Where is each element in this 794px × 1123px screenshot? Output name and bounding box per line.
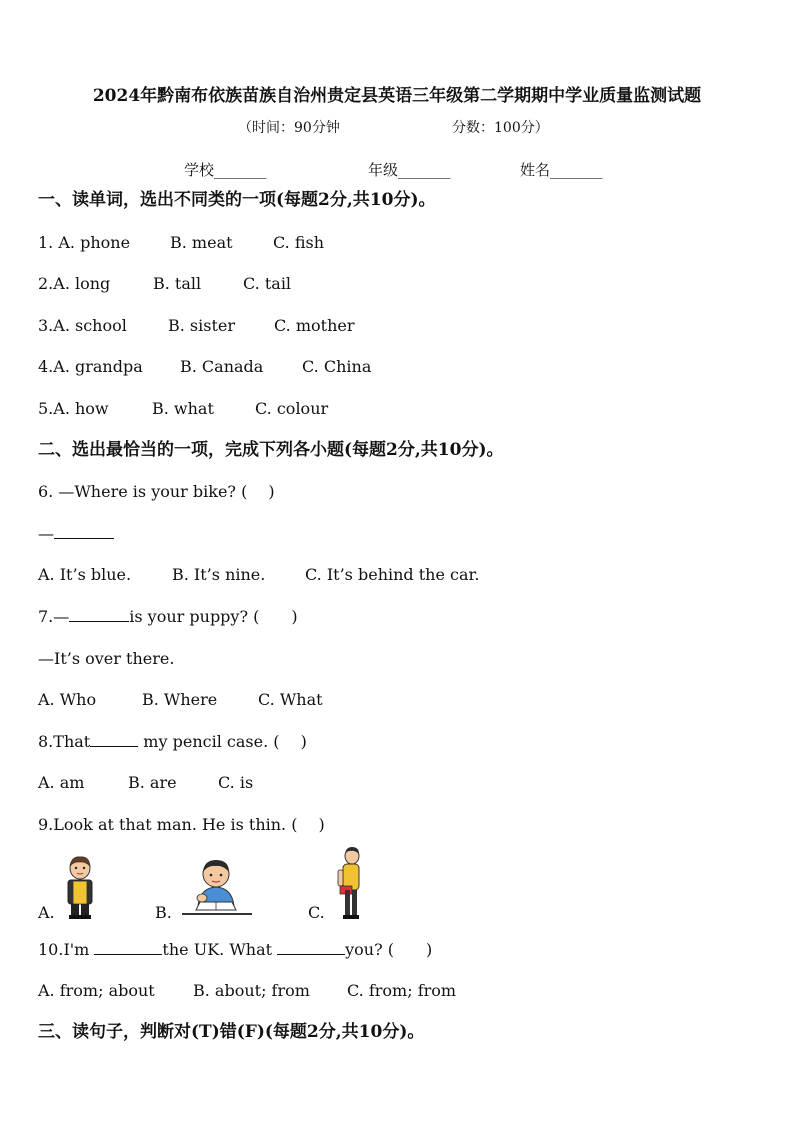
question-7-option-a: A. Who: [38, 690, 97, 709]
question-5-option-b: B. what: [152, 399, 214, 418]
question-1-option-b: B. meat: [170, 233, 233, 252]
question-8-option-b: B. are: [128, 773, 177, 792]
question-10-middle: the UK. What: [162, 940, 278, 959]
question-9-option-c: C.: [308, 903, 325, 922]
question-10-blank-2: [277, 940, 345, 955]
name-field: 姓名_______: [520, 161, 603, 179]
question-2-option-b: B. tall: [153, 274, 202, 293]
question-5-option-a: 5.A. how: [38, 399, 109, 418]
question-4-option-b: B. Canada: [180, 357, 264, 376]
question-2-option-a: 2.A. long: [38, 274, 111, 293]
question-8-stem: [38, 732, 307, 752]
question-9-stem: 9.Look at that man. He is thin. ( ): [38, 815, 325, 834]
question-7-blank: [69, 607, 129, 622]
question-7-option-b: B. Where: [142, 690, 218, 709]
question-8-suffix: my pencil case. ( ): [138, 732, 307, 751]
question-6-option-b: B. It’s nine.: [172, 565, 266, 584]
boy-in-vest-picture: [60, 854, 100, 920]
boy-reading-picture: [180, 856, 254, 920]
exam-title: 2024年黔南布依族苗族自治州贵定县英语三年级第二学期期中学业质量监测试题: [92, 86, 702, 106]
thin-man-picture: [332, 846, 368, 922]
question-9-option-b: B.: [155, 903, 172, 922]
question-10-option-a: A. from; about: [38, 981, 155, 1000]
question-6-option-a: A. It’s blue.: [38, 565, 132, 584]
exam-time: （时间：90分钟: [238, 120, 340, 136]
question-10-blank-1: [94, 940, 162, 955]
question-6-option-c: C. It’s behind the car.: [305, 565, 480, 584]
exam-score: 分数：100分）: [452, 120, 549, 136]
question-5-option-c: C. colour: [255, 399, 329, 418]
question-7-option-c: C. What: [258, 690, 323, 709]
question-8-blank: [90, 732, 138, 747]
question-10-stem: [38, 940, 432, 960]
section-2-heading: 二、选出最恰当的一项，完成下列各小题(每题2分,共10分)。: [38, 440, 504, 460]
question-10-option-c: C. from; from: [347, 981, 457, 1000]
question-3-option-a: 3.A. school: [38, 316, 127, 335]
answer-blank: [54, 524, 114, 539]
section-1-heading: 一、读单词，选出不同类的一项(每题2分,共10分)。: [38, 190, 436, 210]
question-1-option-c: C. fish: [273, 233, 325, 252]
question-8-option-a: A. am: [38, 773, 85, 792]
question-7-prefix: 7.—: [38, 607, 70, 626]
section-3-heading: 三、读句子，判断对(T)错(F)(每题2分,共10分)。: [38, 1022, 425, 1042]
question-8-option-c: C. is: [218, 773, 254, 792]
question-7-reply: —It’s over there.: [38, 649, 175, 668]
question-7-stem: [38, 607, 298, 627]
question-10-prefix: 10.I'm: [38, 940, 95, 959]
question-10-option-b: B. about; from: [193, 981, 310, 1000]
question-2-option-c: C. tail: [243, 274, 292, 293]
question-8-prefix: 8.That: [38, 732, 91, 751]
answer-dash: —: [38, 524, 54, 543]
question-10-suffix: you? ( ): [345, 940, 433, 959]
question-6-answer-line: [38, 524, 114, 544]
question-3-option-c: C. mother: [274, 316, 355, 335]
question-4-option-c: C. China: [302, 357, 372, 376]
school-field: 学校_______: [184, 161, 267, 179]
question-6-stem: 6. —Where is your bike? ( ): [38, 482, 275, 501]
question-7-suffix: is your puppy? ( ): [129, 607, 298, 626]
question-4-option-a: 4.A. grandpa: [38, 357, 143, 376]
grade-field: 年级_______: [368, 161, 451, 179]
question-3-option-b: B. sister: [168, 316, 236, 335]
question-9-option-a: A.: [38, 903, 55, 922]
question-1-option-a: 1. A. phone: [38, 233, 131, 252]
